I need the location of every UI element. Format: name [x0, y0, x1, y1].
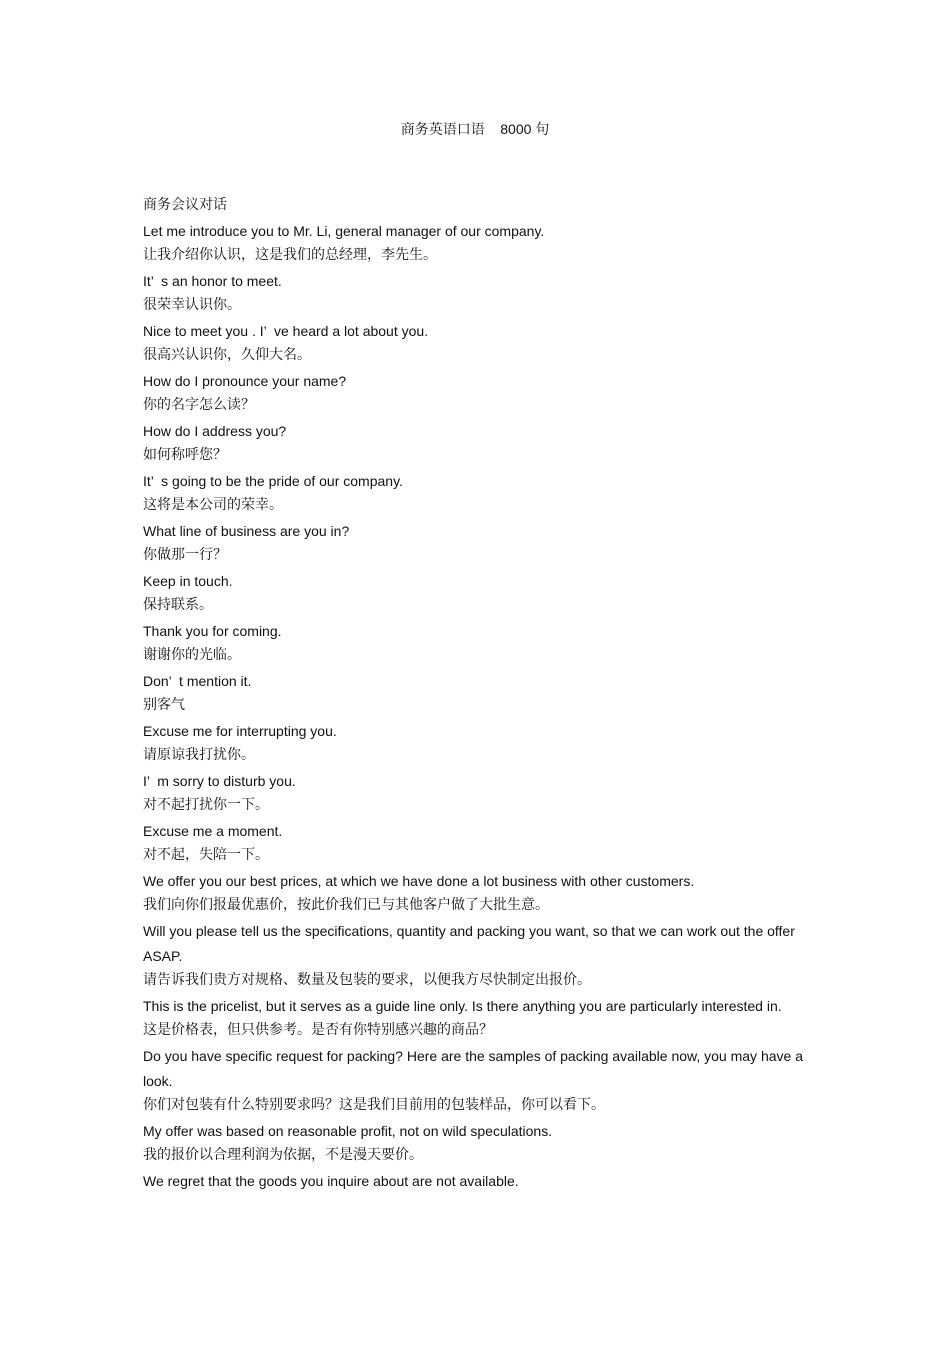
phrase-entry: [143, 719, 803, 764]
english-sentence: How do I pronounce your name?: [143, 373, 347, 389]
chinese-translation: 很荣幸认识你。: [143, 296, 241, 312]
english-sentence: How do I address you?: [143, 423, 287, 439]
phrase-entry: [143, 219, 803, 264]
phrase-entry: [143, 994, 803, 1039]
english-sentence: It’ s going to be the pride of our company.: [143, 473, 403, 489]
phrase-entry: [143, 1119, 803, 1164]
phrase-entry: [143, 769, 803, 814]
english-sentence: What line of business are you in?: [143, 523, 350, 539]
phrase-entry: [143, 869, 803, 914]
english-sentence: Keep in touch.: [143, 573, 233, 589]
chinese-translation: 对不起，失陪一下。: [143, 846, 269, 862]
chinese-translation: 你的名字怎么读？: [143, 396, 255, 412]
phrase-entry: [143, 369, 803, 414]
english-sentence: Do you have specific request for packing? Here are the samples of packing available now, you may have a look.: [143, 1048, 807, 1089]
english-sentence: We offer you our best prices, at which we have done a lot business with other customers.: [143, 873, 695, 889]
phrase-entry: [143, 619, 803, 664]
phrase-entry: [143, 469, 803, 514]
phrase-entry: [143, 1044, 807, 1114]
phrase-entry: [143, 819, 803, 864]
chinese-translation: 这是价格表，但只供参考。是否有你特别感兴趣的商品？: [143, 1021, 493, 1037]
chinese-translation: 谢谢你的光临。: [143, 646, 241, 662]
chinese-translation: 请原谅我打扰你。: [143, 746, 255, 762]
english-sentence: I’ m sorry to disturb you.: [143, 773, 296, 789]
chinese-translation: 很高兴认识你，久仰大名。: [143, 346, 311, 362]
document-body: [143, 194, 807, 1199]
phrase-entry: [143, 519, 803, 564]
chinese-translation: 让我介绍你认识，这是我们的总经理，李先生。: [143, 246, 437, 262]
chinese-translation: 对不起打扰你一下。: [143, 796, 269, 812]
phrase-entry: [143, 269, 803, 314]
english-sentence: Don’ t mention it.: [143, 673, 252, 689]
english-sentence: Excuse me a moment.: [143, 823, 283, 839]
english-sentence: Will you please tell us the specifications, quantity and packing you want, so that we can work out the offer ASAP.: [143, 923, 799, 964]
english-sentence: We regret that the goods you inquire about are not available.: [143, 1173, 519, 1189]
phrase-entry: [143, 669, 803, 714]
document-title: 商务英语口语 8000 句: [400, 121, 550, 137]
english-sentence: It’ s an honor to meet.: [143, 273, 282, 289]
english-sentence: This is the pricelist, but it serves as a guide line only. Is there anything you are particularly interested in.: [143, 998, 782, 1014]
phrase-entry: [143, 419, 803, 464]
chinese-translation: 这将是本公司的荣幸。: [143, 496, 283, 512]
chinese-translation: 你们对包装有什么特别要求吗？这是我们目前用的包装样品，你可以看下。: [143, 1096, 605, 1112]
english-sentence: Thank you for coming.: [143, 623, 282, 639]
english-sentence: My offer was based on reasonable profit, not on wild speculations.: [143, 1123, 553, 1139]
english-sentence: Let me introduce you to Mr. Li, general manager of our company.: [143, 223, 545, 239]
phrase-entry: [143, 919, 803, 989]
chinese-translation: 别客气: [143, 696, 185, 712]
chinese-translation: 如何称呼您？: [143, 446, 227, 462]
chinese-translation: 请告诉我们贵方对规格、数量及包装的要求，以便我方尽快制定出报价。: [143, 971, 591, 987]
chinese-translation: 我们向你们报最优惠价，按此价我们已与其他客户做了大批生意。: [143, 896, 549, 912]
english-sentence: Nice to meet you . I’ ve heard a lot about you.: [143, 323, 429, 339]
section-heading: 商务会议对话: [143, 196, 227, 212]
phrase-entry: [143, 1169, 803, 1194]
english-sentence: Excuse me for interrupting you.: [143, 723, 337, 739]
chinese-translation: 保持联系。: [143, 596, 213, 612]
chinese-translation: 我的报价以合理利润为依据，不是漫天要价。: [143, 1146, 423, 1162]
phrase-entry: [143, 569, 803, 614]
chinese-translation: 你做那一行？: [143, 546, 227, 562]
phrase-entry: [143, 319, 803, 364]
